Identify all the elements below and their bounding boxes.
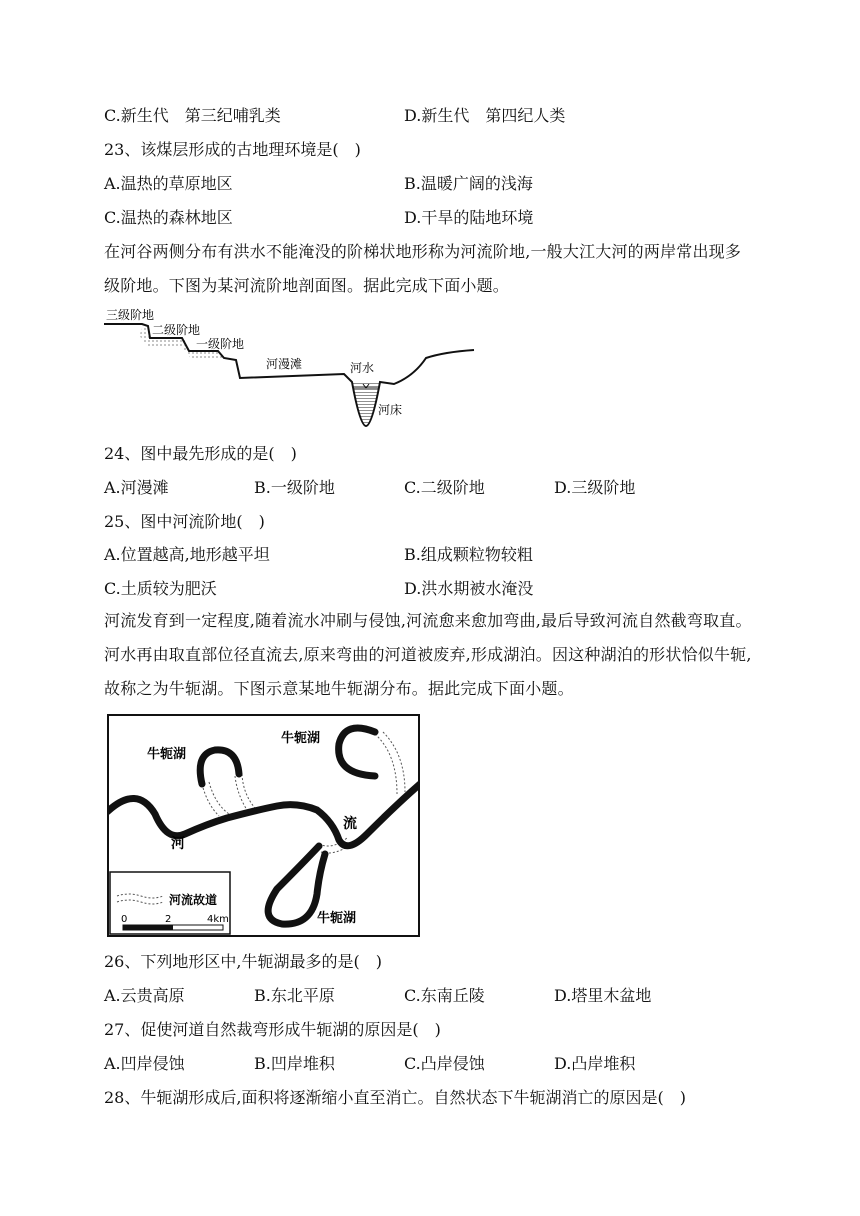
question-23-stem: 23、该煤层形成的古地理环境是( ) bbox=[104, 140, 361, 159]
label-oxbow-lake-1: 牛轭湖 bbox=[147, 747, 187, 762]
q24-option-d: D.三级阶地 bbox=[554, 478, 636, 497]
oxbow-lake-map bbox=[107, 714, 420, 937]
label-oxbow-lake-3: 牛轭湖 bbox=[317, 911, 357, 926]
q27-option-c: C.凸岸侵蚀 bbox=[404, 1054, 485, 1073]
q26-option-b: B.东北平原 bbox=[254, 986, 335, 1005]
option-c-prev: C.新生代 第三纪哺乳类 bbox=[104, 106, 281, 125]
legend-old-channel: 河流故道 bbox=[169, 893, 218, 907]
q25-option-c: C.土质较为肥沃 bbox=[104, 579, 217, 598]
q26-option-d: D.塔里木盆地 bbox=[554, 986, 652, 1005]
question-28-stem: 28、牛轭湖形成后,面积将逐渐缩小直至消亡。自然状态下牛轭湖消亡的原因是( ) bbox=[104, 1088, 686, 1107]
q27-option-d: D.凸岸堆积 bbox=[554, 1054, 636, 1073]
q23-option-d: D.干旱的陆地环境 bbox=[404, 208, 534, 227]
label-river-bed: 河床 bbox=[378, 403, 403, 417]
q25-option-d: D.洪水期被水淹没 bbox=[404, 579, 534, 598]
q23-option-a: A.温热的草原地区 bbox=[104, 174, 233, 193]
q27-option-b: B.凹岸堆积 bbox=[254, 1054, 335, 1073]
q26-option-c: C.东南丘陵 bbox=[404, 986, 485, 1005]
label-floodplain: 河漫滩 bbox=[266, 357, 303, 371]
passage-oxbow-lake: 河流发育到一定程度,随着流水冲刷与侵蚀,河流愈来愈加弯曲,最后导致河流自然截弯取直。河水再由取直部位径直流去,原来弯曲的河道被废弃,形成湖泊。因这种湖泊的形状恰似牛轭,故称之为牛轭湖。下图示意某地牛轭湖分布。据此完成下面小题。 bbox=[104, 611, 752, 698]
q23-option-c: C.温热的森林地区 bbox=[104, 208, 233, 227]
q24-option-a: A.河漫滩 bbox=[104, 478, 169, 497]
label-river-water: 河水 bbox=[350, 361, 375, 375]
terrace-profile-figure bbox=[104, 304, 479, 432]
q25-option-b: B.组成颗粒物较粗 bbox=[404, 545, 533, 564]
question-24-stem: 24、图中最先形成的是( ) bbox=[104, 444, 297, 463]
label-oxbow-lake-2: 牛轭湖 bbox=[281, 731, 321, 746]
q24-option-b: B.一级阶地 bbox=[254, 478, 335, 497]
label-terrace-2: 二级阶地 bbox=[152, 323, 201, 337]
scale-2: 2 bbox=[165, 914, 172, 925]
question-25-stem: 25、图中河流阶地( ) bbox=[104, 512, 265, 531]
q23-option-b: B.温暖广阔的浅海 bbox=[404, 174, 533, 193]
label-river-he: 河 bbox=[171, 836, 185, 852]
q25-option-a: A.位置越高,地形越平坦 bbox=[104, 545, 270, 564]
label-terrace-3: 三级阶地 bbox=[106, 308, 155, 322]
q24-option-c: C.二级阶地 bbox=[404, 478, 485, 497]
option-d-prev: D.新生代 第四纪人类 bbox=[404, 106, 566, 125]
q26-option-a: A.云贵高原 bbox=[104, 986, 185, 1005]
passage-river-terrace: 在河谷两侧分布有洪水不能淹没的阶梯状地形称为河流阶地,一般大江大河的两岸常出现多级阶地。下图为某河流阶地剖面图。据此完成下面小题。 bbox=[104, 242, 742, 295]
scale-0: 0 bbox=[121, 914, 128, 925]
q27-option-a: A.凹岸侵蚀 bbox=[104, 1054, 185, 1073]
question-26-stem: 26、下列地形区中,牛轭湖最多的是( ) bbox=[104, 952, 382, 971]
label-terrace-1: 一级阶地 bbox=[196, 337, 245, 351]
scale-4km: 4km bbox=[207, 914, 229, 925]
question-27-stem: 27、促使河道自然裁弯形成牛轭湖的原因是( ) bbox=[104, 1020, 441, 1039]
label-river-liu: 流 bbox=[343, 816, 357, 832]
